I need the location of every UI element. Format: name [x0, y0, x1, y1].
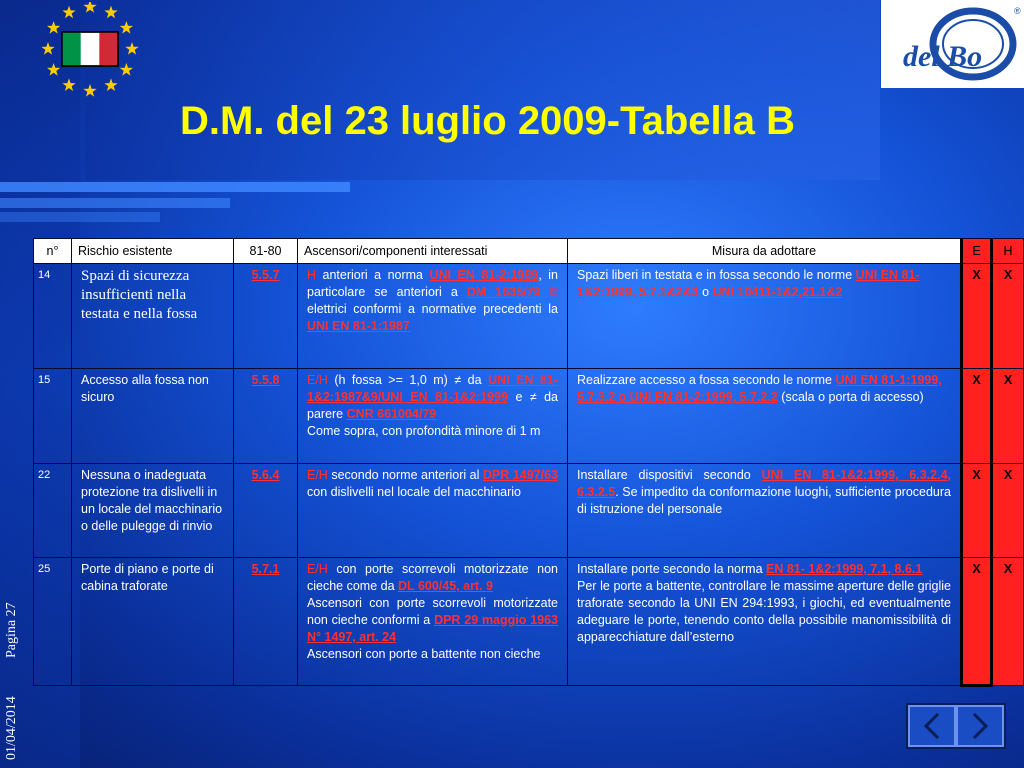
cell-e: X — [962, 369, 992, 464]
norm-link[interactable]: UNI EN 81-2:1989 — [429, 268, 539, 282]
table-row — [34, 264, 1024, 369]
next-slide-icon — [970, 712, 990, 740]
cell-e: X — [962, 558, 992, 686]
mis-text: o — [698, 285, 713, 299]
asc-text: (h fossa >= 1,0 m) ≠ da — [327, 373, 489, 387]
decor-stripe — [0, 198, 230, 208]
eu-star-icon — [83, 84, 96, 97]
row-number: 14 — [34, 264, 72, 369]
slide-title: D.M. del 23 luglio 2009-Tabella B — [180, 99, 795, 143]
mis-text: Spazi liberi in testata e in fossa secondo le norme — [577, 268, 856, 282]
del-bo-logo-icon — [881, 0, 1024, 88]
slide-navigation — [906, 703, 1006, 749]
asc-text: secondo norme anteriori al — [327, 468, 483, 482]
cell-h: X — [992, 264, 1024, 369]
table-header-row — [34, 239, 1024, 264]
eu-italy-flag-icon — [38, 2, 142, 98]
asc-text: e ≠ da parere — [307, 390, 558, 421]
eu-star-icon — [62, 6, 75, 19]
row-ascensori — [298, 369, 568, 464]
table-row — [34, 464, 1024, 558]
row-misura — [568, 369, 962, 464]
logo-registered-mark: ® — [1014, 6, 1021, 16]
asc-text: elettrici conformi a normative precedenti la — [307, 302, 558, 316]
mis-text: (scala o porta di accesso) — [777, 390, 924, 404]
decor-stripe — [0, 212, 160, 222]
norm-link[interactable]: UNI EN 81-1&2:1999, 5.7.1&2&3 — [577, 268, 920, 299]
table-row — [34, 558, 1024, 686]
asc-type: E/H — [307, 562, 328, 576]
norm-link[interactable]: UNI EN 81-1:1987 — [307, 319, 410, 333]
eu-star-icon — [104, 78, 117, 91]
asc-text: con porte scorrevoli motorizzate non cieche come da — [307, 562, 558, 593]
asc-text: Come sopra, con profondità minore di 1 m — [307, 424, 541, 438]
row-misura — [568, 464, 962, 558]
row-rischio: Spazi di sicurezza insufficienti nella testata e nella fossa — [72, 264, 234, 369]
asc-text: Ascensori con porte a battente non cieche — [307, 647, 541, 661]
row-rischio: Porte di piano e porte di cabina traforate — [72, 558, 234, 686]
norm-link[interactable]: DPR 1497/63 — [482, 468, 558, 482]
cell-h: X — [992, 558, 1024, 686]
row-ref-link[interactable]: 5.6.4 — [251, 468, 280, 482]
cell-e: X — [962, 464, 992, 558]
norm-link[interactable]: CNR 661004/79 — [346, 407, 437, 421]
page-number: Pagina 27 — [4, 602, 19, 658]
row-number: 22 — [34, 464, 72, 558]
mis-text: . Se impedito da conformazione luoghi, sufficiente procedura di istruzione del personale — [577, 485, 951, 516]
top-band — [85, 0, 880, 180]
row-rischio: Nessuna o inadeguata protezione tra dislivelli in un locale del macchinario o delle pulegge di rinvio — [72, 464, 234, 558]
decor-stripe — [0, 182, 350, 192]
eu-star-icon — [47, 63, 60, 76]
row-ascensori — [298, 464, 568, 558]
norm-link[interactable]: UNI EN 81-1&2:1999, 6.3.2.4, 6.3.2.5 — [577, 468, 951, 499]
regulation-table — [33, 238, 1024, 687]
asc-type: E/H — [307, 468, 328, 482]
norm-link[interactable]: DL 600/45, art. 9 — [398, 579, 493, 593]
header-n: n° — [34, 239, 72, 264]
asc-text: con dislivelli nel locale del macchinario — [307, 485, 521, 499]
eu-star-icon — [120, 21, 133, 34]
cell-h: X — [992, 464, 1024, 558]
table-row — [34, 369, 1024, 464]
row-ref-link[interactable]: 5.5.8 — [251, 373, 280, 387]
row-ref-cell — [234, 558, 298, 686]
row-ref-link[interactable]: 5.7.1 — [251, 562, 280, 576]
row-ref-link[interactable]: 5.5.7 — [251, 268, 280, 282]
cell-h: X — [992, 369, 1024, 464]
eu-star-icon — [120, 63, 133, 76]
row-ref-cell — [234, 369, 298, 464]
next-slide-button[interactable] — [956, 705, 1004, 747]
asc-text: , in particolare se anteriori a — [307, 268, 559, 299]
row-misura — [568, 264, 962, 369]
header-e: E — [962, 239, 992, 264]
header-ascensori: Ascensori/componenti interessati — [298, 239, 568, 264]
row-ref-cell — [234, 464, 298, 558]
row-number: 25 — [34, 558, 72, 686]
eu-star-icon — [104, 6, 117, 19]
mis-text: Installare dispositivi secondo — [577, 468, 762, 482]
company-logo — [881, 0, 1024, 88]
header-ref: 81-80 — [234, 239, 298, 264]
norm-link[interactable]: UNI EN 81-1:1999, 5.7.3.2 o UNI EN 81-2:1999, 5.7.2.2 — [577, 373, 942, 404]
prev-slide-icon — [922, 712, 942, 740]
asc-text: anteriori a norma — [316, 268, 430, 282]
mis-text: Installare porte secondo la norma — [577, 562, 766, 576]
header-rischio: Rischio esistente — [72, 239, 234, 264]
prev-slide-button[interactable] — [908, 705, 956, 747]
row-rischio: Accesso alla fossa non sicuro — [72, 369, 234, 464]
asc-type: H — [307, 268, 317, 282]
mis-text: Realizzare accesso a fossa secondo le norme — [577, 373, 836, 387]
eu-star-icon — [47, 21, 60, 34]
row-ascensori — [298, 558, 568, 686]
row-ref-cell — [234, 264, 298, 369]
row-ascensori — [298, 264, 568, 369]
header-h: H — [992, 239, 1024, 264]
slide-date: 01/04/2014 — [4, 696, 19, 760]
header-misura: Misura da adottare — [568, 239, 962, 264]
norm-link[interactable]: EN 81- 1&2:1999, 7.1, 8.6.1 — [766, 562, 923, 576]
norm-link[interactable]: DPR 29 maggio 1963 N° 1497, art. 24 — [307, 613, 559, 644]
norm-link[interactable]: UNI 10411-1&2,21.1&2 — [712, 285, 843, 299]
eu-star-icon — [41, 42, 54, 55]
norm-link[interactable]: DM 1635/79 E — [466, 285, 558, 299]
eu-star-icon — [62, 78, 75, 91]
logo-text: del Bo — [903, 40, 983, 73]
norm-link[interactable]: UNI EN 81-1&2:1987&9/UNI EN 81-1&2:1999 — [307, 373, 558, 404]
cell-e: X — [962, 264, 992, 369]
asc-text: Ascensori con porte scorrevoli motorizzate non cieche conformi a — [307, 596, 558, 627]
row-number: 15 — [34, 369, 72, 464]
mis-text: Per le porte a battente, controllare le massime aperture delle griglie traforate secondo la UNI EN 294:1993, i giochi, ed eventualmente adeguare le porte, tenendo conto della possibile manomissibilità di apparecchiature dall’esterno — [577, 579, 951, 644]
row-misura — [568, 558, 962, 686]
asc-type: E/H — [307, 373, 328, 387]
eu-star-icon — [125, 42, 138, 55]
eu-star-icon — [83, 2, 96, 13]
